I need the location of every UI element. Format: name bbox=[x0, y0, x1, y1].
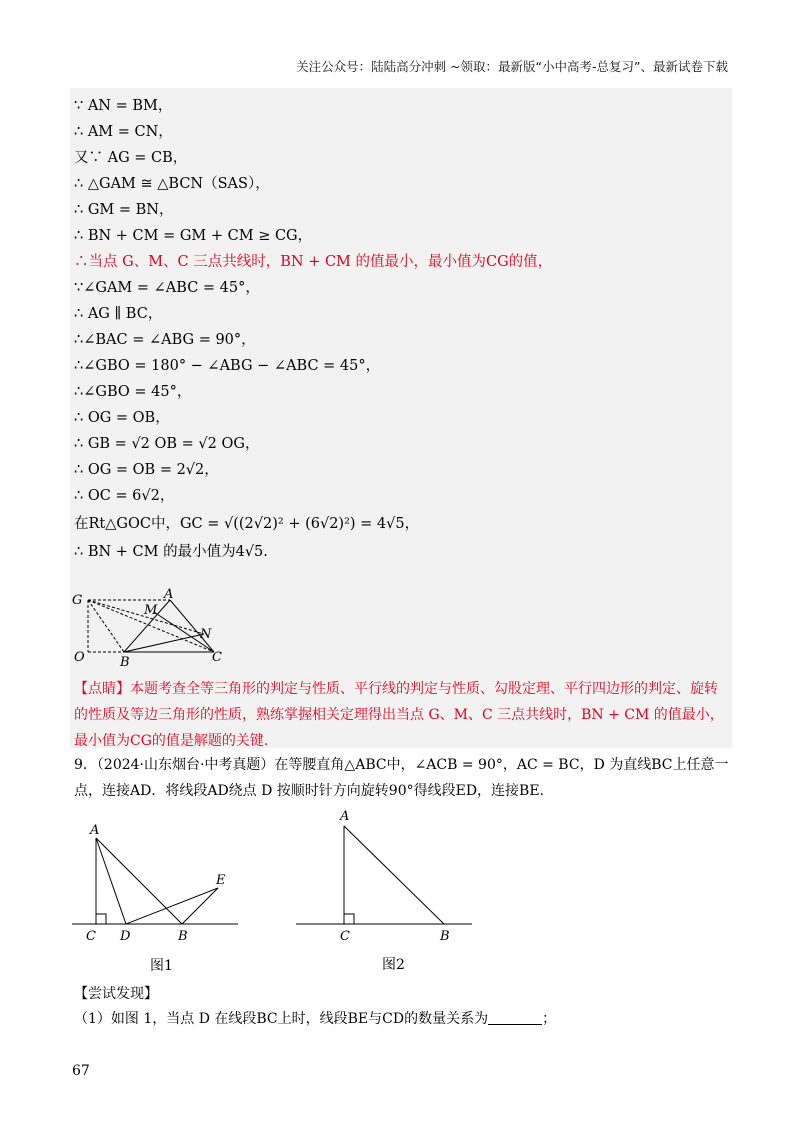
fig1-caption: 图1 bbox=[150, 958, 173, 974]
problem-statement: 9．（2024·山东烟台·中考真题）在等腰直角△ABC中，∠ACB = 90°，AC = BC，D 为直线BC上任意一点，连接AD．将线段AD绕点 D 按顺时针方向旋转90°得线段ED，连接BE. bbox=[74, 757, 729, 799]
solution-line: ∴ GB = √2 OB = √2 OG， bbox=[74, 436, 260, 452]
solution-line: ∴∠GBO = 45°， bbox=[74, 384, 192, 400]
fig2-label-B: B bbox=[440, 929, 450, 944]
answer-blank[interactable] bbox=[488, 1010, 542, 1025]
fig2-label-A: A bbox=[340, 809, 350, 824]
question-1 bbox=[74, 1006, 730, 1032]
solution-line: 又∵ AG = CB， bbox=[74, 150, 188, 166]
solution-line: ∴当点 G、M、C 三点共线时，BN + CM 的值最小，最小值为CG的值， bbox=[74, 254, 553, 270]
dianjing-paragraph bbox=[74, 676, 730, 754]
solution-line: 在Rt△GOC中，GC = √((2√2)² + (6√2)²) = 4√5， bbox=[74, 516, 420, 532]
label-M: M bbox=[144, 603, 158, 618]
fig2-caption: 图2 bbox=[382, 957, 405, 973]
fig1-label-C: C bbox=[86, 929, 96, 944]
solution-line: ∴ BN + CM 的最小值为4√5. bbox=[74, 544, 268, 560]
solution-line: ∴∠BAC = ∠ABG = 90°， bbox=[74, 332, 256, 348]
fig1-label-D: D bbox=[120, 929, 131, 944]
page-header: 关注公众号：陆陆高分冲刺 ~领取：最新版“小中高考-总复习”、最新试卷下载 bbox=[296, 59, 728, 74]
label-A: A bbox=[164, 587, 174, 602]
question-1-end: ； bbox=[542, 1011, 557, 1027]
fig1-label-E: E bbox=[216, 873, 226, 888]
dianjing-text: 【点睛】本题考查全等三角形的判定与性质、平行线的判定与性质、勾股定理、平行四边形的判定、旋转的性质及等边三角形的性质，熟练掌握相关定理得出当点 G、M、C 三点共线时，BN + CM 的值最小，最小值为CG的值是解题的关键. bbox=[74, 681, 724, 749]
label-O: O bbox=[74, 650, 85, 665]
label-B: B bbox=[120, 655, 130, 670]
figure-1 bbox=[70, 818, 250, 978]
page-number: 67 bbox=[72, 1063, 90, 1079]
fig1-label-A: A bbox=[90, 823, 100, 838]
label-G: G bbox=[72, 593, 83, 608]
solution-line: ∴ BN + CM = GM + CM ≥ CG， bbox=[74, 228, 313, 244]
attempt-heading: 【尝试发现】 bbox=[74, 986, 158, 1002]
solution-line: ∴ OC = 6√2， bbox=[74, 488, 175, 504]
figure-2 bbox=[292, 806, 478, 956]
question-1-text: （1）如图 1，当点 D 在线段BC上时，线段BE与CD的数量关系为 bbox=[74, 1011, 489, 1027]
solution-line: ∵∠GAM = ∠ABC = 45°， bbox=[74, 280, 260, 296]
solution-line: ∴ AG ∥ BC， bbox=[74, 306, 163, 322]
solution-figure bbox=[66, 586, 236, 672]
fig1-label-B: B bbox=[178, 929, 188, 944]
solution-line: ∴∠GBO = 180° − ∠ABG − ∠ABC = 45°， bbox=[74, 358, 381, 374]
solution-line: ∴ AM = CN， bbox=[74, 124, 173, 140]
solution-line: ∴ △GAM ≅ △BCN（SAS）， bbox=[74, 176, 270, 192]
label-C: C bbox=[212, 650, 222, 665]
label-N: N bbox=[200, 627, 212, 642]
fig2-label-C: C bbox=[340, 929, 350, 944]
solution-line: ∵ AN = BM， bbox=[74, 98, 173, 114]
solution-line: ∴ OG = OB， bbox=[74, 410, 170, 426]
solution-line: ∴ GM = BN， bbox=[74, 202, 174, 218]
solution-line: ∴ OG = OB = 2√2， bbox=[74, 462, 219, 478]
